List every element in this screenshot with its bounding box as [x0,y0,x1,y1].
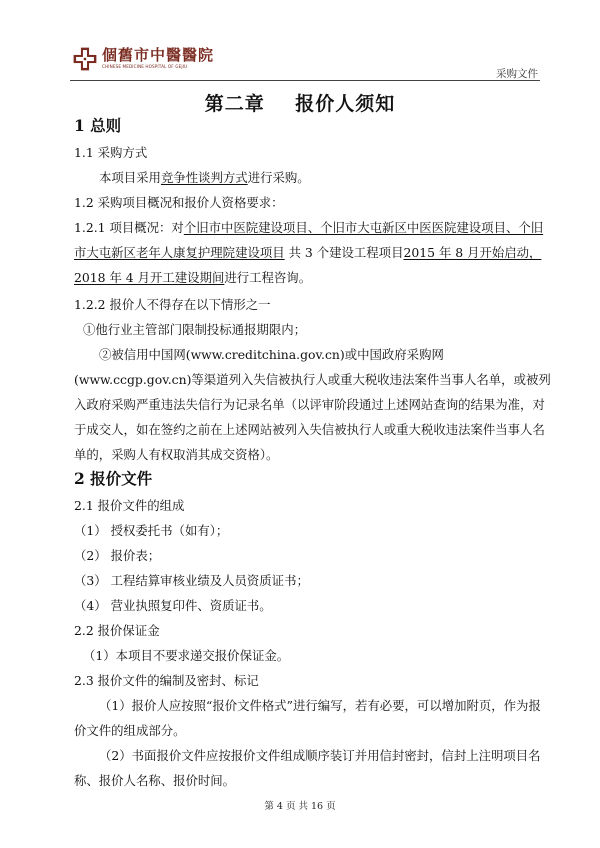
logo-english-name: CHINESE MEDICINE HOSPITAL OF GEJIU [101,64,188,70]
list-item: （4） 营业执照复印件、资质证书。 [74,598,272,613]
section-heading-general: 1 总则 [74,116,122,135]
list-item-restriction-b: ②被信用中国网(www.creditchina.gov.cn)或中国政府采购网(www.ccgp.gov.cn)等渠道列入失信被执行人或重大税收违法案件当事人名单，或被列入政府采购严重违法失信行为记录名单（以评审阶段通过上述网站查询的结果为准，对于成交人，如在签约之前在上述网站被列入失信被执行人或重大税收违法案件当事人名单的，采购人有权取消其成交资格）。 [74,347,551,462]
paragraph-project-overview: 1.2.1 项目概况：对个旧市中医院建设项目、个旧市大屯新区中医医院建设项目、个旧市大屯新区老年人康复护理院建设项目 共 3 个建设工程项目2015 年 8 月开始启动，2018 年 4 月开工建设期间进行工程咨询。 [74,220,544,285]
header-divider [70,80,540,81]
paragraph-sealing: （2）书面报价文件应按报价文件组成顺序装订并用信封密封，信封上注明项目名称、报价人名称、报价时间。 [74,748,541,788]
chapter-title: 第二章 报价人须知 [204,93,396,115]
subsection-2-1: 2.1 报价文件的组成 [74,498,185,513]
hospital-logo [72,42,214,76]
paragraph-preparation: （1）报价人应按照“报价文件格式”进行编写，若有必要，可以增加附页，作为报价文件的组成部分。 [74,698,541,738]
section-heading-quote-documents: 2 报价文件 [74,469,153,488]
subsection-1-2-2: 1.2.2 报价人不得存在以下情形之一 [74,297,271,312]
document-label: 采购文件 [496,68,538,80]
subsection-1-1: 1.1 采购方式 [74,145,148,160]
list-item: （2） 报价表； [74,548,161,563]
subsection-1-2: 1.2 采购项目概况和报价人资格要求： [74,195,284,210]
list-item: （3） 工程结算审核业绩及人员资质证书； [74,573,309,588]
list-item: （1） 授权委托书（如有）； [74,523,229,538]
paragraph-procurement-method: 本项目采用竞争性谈判方式进行采购。 [99,170,310,185]
subsection-2-2: 2.2 报价保证金 [74,623,160,638]
paragraph-deposit: （1）本项目不要求递交报价保证金。 [83,648,290,663]
list-item-restriction-a: ①他行业主管部门限制投标通报期限内； [83,322,307,337]
document-body [74,116,552,793]
subsection-2-3: 2.3 报价文件的编制及密封、标记 [74,673,259,688]
hospital-cross-icon [72,43,98,75]
page-number: 第 4 页 共 16 页 [264,801,336,812]
logo-chinese-name: 個舊市中醫醫院 [101,46,214,65]
